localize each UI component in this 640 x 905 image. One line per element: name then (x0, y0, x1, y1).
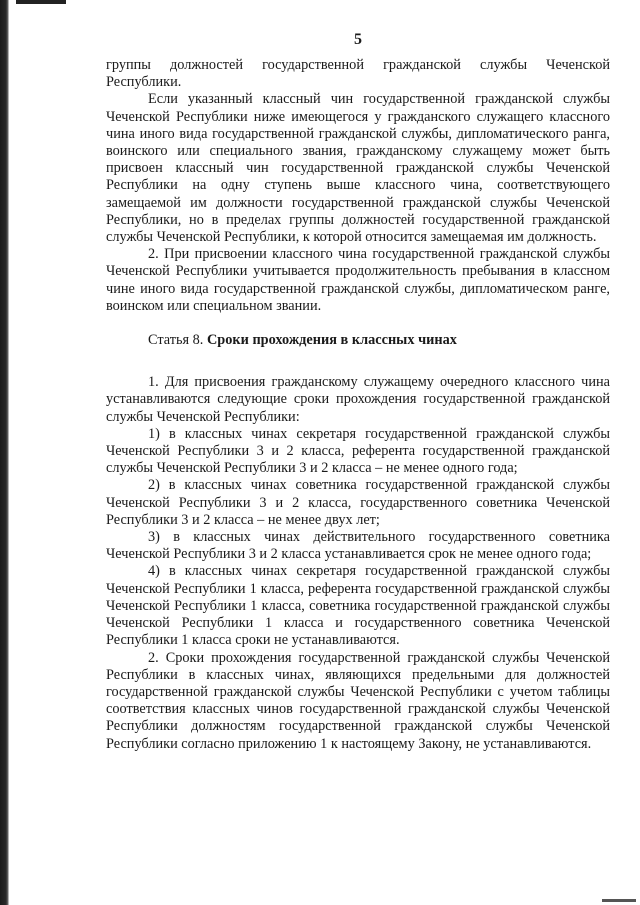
list-item: 3) в классных чинах действительного государственного советника Чеченской Республики 3 и 2 класса устанавливается срок не менее одного года; (106, 529, 610, 563)
scan-mark-top (16, 0, 66, 4)
paragraph: Если указанный классный чин государственной гражданской службы Чеченской Республики ниже имеющегося у гражданского служащего классного чина иного вида государственной гражданской службы, дипломатического ранга, воинского или специального звания, гражданскому служащему может быть присвоен классный чин государственной гражданской службы Чеченской Республики на одну ступень выше классного чина, соответствующего замещаемой им должности государственной гражданской службы Чеченской Республики, но в пределах группы должностей государственной гражданской службы Чеченской Республики, к которой относится замещаемая им должность. (106, 91, 610, 246)
article-number: Статья 8. (148, 332, 204, 349)
document-body (106, 57, 610, 753)
paragraph: 1. Для присвоения гражданскому служащему очередного классного чина устанавливаются следующие сроки прохождения государственной гражданской службы Чеченской Республики: (106, 374, 610, 425)
scan-mark-bottom-right (602, 899, 636, 902)
article-title: Сроки прохождения в классных чинах (206, 332, 457, 349)
paragraph: 2. При присвоении классного чина государственной гражданской службы Чеченской Республики учитывается продолжительность пребывания в классном чине иного вида государственной гражданской службы, дипломатическом ранге, воинском или специальном звании. (106, 246, 610, 314)
scan-border-left (0, 0, 9, 905)
document-page (106, 30, 610, 753)
page-number: 5 (354, 31, 362, 48)
paragraph: 2. Сроки прохождения государственной гражданской службы Чеченской Республики в классных чинах, являющихся предельными для должностей государственной гражданской службы Чеченской Республики с учетом таблицы соответствия классных чинов государственной гражданской службы Чеченской Республики должностям государственной гражданской службы Чеченской Республики согласно приложению 1 к настоящему Закону, не устанавливаются. (106, 649, 610, 752)
article-heading (106, 332, 610, 349)
list-item: 4) в классных чинах секретаря государственной гражданской службы Чеченской Республики 1 класса, референта государственной гражданской службы Чеченской Республики 1 класса, советника государственной гражданской службы Чеченской Республики 1 класса и государственного советника Чеченской Республики 1 класса сроки не устанавливаются. (106, 563, 610, 649)
paragraph-continuation: группы должностей государственной гражданской службы Чеченской Республики. (106, 57, 610, 91)
list-item: 2) в классных чинах советника государственной гражданской службы Чеченской Республики 3 и 2 класса, государственного советника Чеченской Республики 3 и 2 класса – не менее двух лет; (106, 477, 610, 528)
list-item: 1) в классных чинах секретаря государственной гражданской службы Чеченской Республики 3 и 2 класса, референта государственной гражданской службы Чеченской Республики 3 и 2 класса – не менее одного года; (106, 425, 610, 477)
